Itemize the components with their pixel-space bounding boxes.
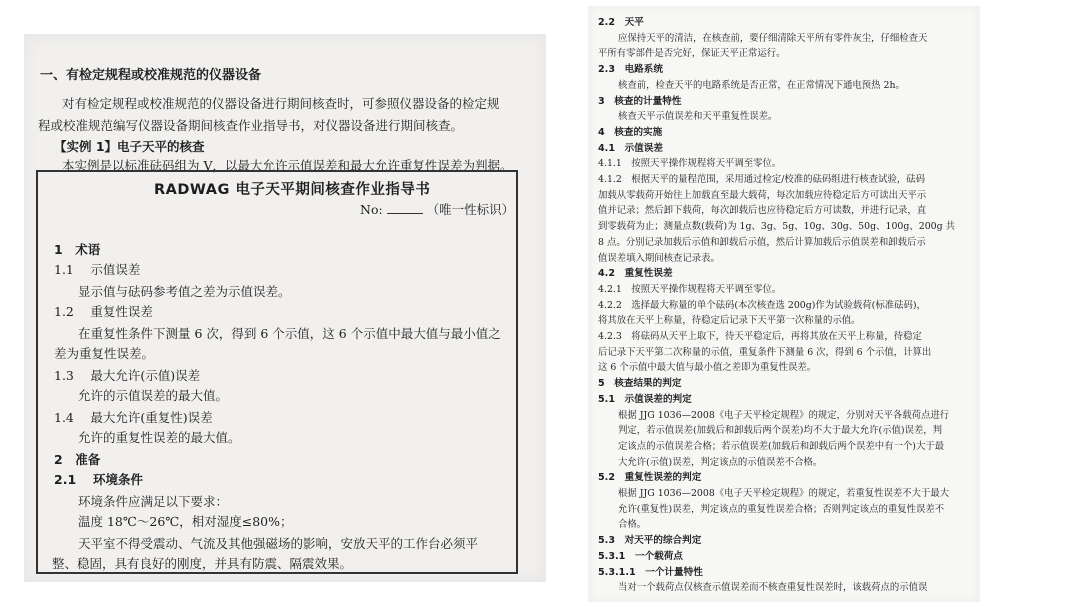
document-title: RADWAG 电子天平期间核查作业指导书 xyxy=(154,182,431,198)
right-line: 4.1.2 根据天平的量程范围，采用通过检定/校准的砝码组进行核查试验，砝码 xyxy=(598,174,926,185)
right-line: 核查前，检查天平的电路系统是否正常，在正常情况下通电预热 2h。 xyxy=(618,79,905,91)
intro-line-2: 程或校准规范编写仪器设备期间核查作业指导书，对仪器设备进行期间核查。 xyxy=(38,118,464,133)
right-heading: 5.3.1.1 一个计量特性 xyxy=(598,566,703,578)
right-heading: 5 核查结果的判定 xyxy=(598,378,682,390)
right-line: 4.1.1 按照天平操作规程将天平调至零位。 xyxy=(598,158,782,170)
right-line: 加载从零载荷开始往上加载直至最大载荷，每次加载应待稳定后方可读出天平示 xyxy=(598,189,927,201)
right-heading: 5.3 对天平的综合判定 xyxy=(598,535,702,547)
right-line: 4.2.1 按照天平操作规程将天平调至零位。 xyxy=(598,283,782,295)
left-page xyxy=(24,34,546,582)
right-line: 定该点的示值误差合格；若示值误差(加载后和卸载后两个误差中有一个)大于最 xyxy=(618,440,945,452)
section-heading: 一、有检定规程或校准规范的仪器设备 xyxy=(40,68,262,83)
doc-line: 1.2 重复性误差 xyxy=(54,304,153,319)
right-heading: 4.1 示值误差 xyxy=(598,142,663,154)
number-note: （唯一性标识） xyxy=(426,202,515,217)
right-line: 根据 JJG 1036—2008《电子天平检定规程》的规定，若重复性误差不大于最大 xyxy=(618,488,950,499)
doc-heading: 2.1 环境条件 xyxy=(54,472,143,487)
right-line: 这 6 个示值中最大值与最小值之差即为重复性误差。 xyxy=(598,362,817,374)
right-heading: 4 核查的实施 xyxy=(598,126,663,138)
right-heading: 5.1 示值误差的判定 xyxy=(598,393,692,405)
document-number xyxy=(360,200,514,218)
right-heading: 2.2 天平 xyxy=(598,17,644,28)
right-line: 当对一个载荷点仅核查示值误差而不核查重复性误差时，该载荷点的示值误 xyxy=(618,582,928,594)
right-heading: 3 核查的计量特性 xyxy=(598,95,682,107)
right-line: 到零载荷为止；测量点数(载荷)为 1g、3g、5g、10g、30g、50g、100g、200g 共 xyxy=(598,221,956,233)
right-heading: 4.2 重复性误差 xyxy=(598,268,673,280)
doc-line: 允许的示值误差的最大值。 xyxy=(78,388,229,403)
intro-line-1: 对有检定规程或校准规范的仪器设备进行期间核查时，可参照仪器设备的检定规 xyxy=(62,96,500,111)
doc-line: 整、稳固，具有良好的刚度，并具有防震、隔震效果。 xyxy=(52,556,353,571)
doc-line: 1.4 最大允许(重复性)误差 xyxy=(54,410,213,425)
doc-line: 允许的重复性误差的最大值。 xyxy=(78,430,241,445)
example-heading: 【实例 1】电子天平的核查 xyxy=(54,139,205,154)
right-line: 将其放在天平上称量，待稳定后记录下天平第一次称量的示值。 xyxy=(598,315,861,327)
right-heading: 2.3 电路系统 xyxy=(598,64,663,76)
right-line: 后记录下天平第二次称量的示值，重复条件下测量 6 次，得到 6 个示值，计算出 xyxy=(598,346,932,358)
right-heading: 5.3.1 一个载荷点 xyxy=(598,550,683,562)
right-line: 合格。 xyxy=(618,519,647,531)
procedure-document-frame xyxy=(36,170,518,574)
right-line: 大允许(示值)误差，判定该点的示值误差不合格。 xyxy=(618,456,823,468)
right-line: 平所有零部件是否完好，保证天平正常运行。 xyxy=(598,48,786,60)
example-text: 本实例是以标准砝码组为 V，以最大允许示值误差和最大允许重复性误差为判据。 xyxy=(62,158,513,173)
doc-line: 差为重复性误差。 xyxy=(54,346,155,361)
right-line: 4.2.3 将砝码从天平上取下，待天平稳定后，再将其放在天平上称量，待稳定 xyxy=(598,331,922,342)
doc-heading: 1 术语 xyxy=(54,242,101,257)
right-line: 判定，若示值误差(加载后和卸载后两个误差)均不大于最大允许(示值)误差，判 xyxy=(618,425,943,437)
number-blank xyxy=(387,203,423,214)
right-line: 允许(重复性)误差，判定该点的重复性误差合格；否则判定该点的重复性误差不 xyxy=(618,503,945,515)
right-line: 应保持天平的清洁，在核查前，要仔细清除天平所有零件灰尘，仔细检查天 xyxy=(618,32,928,44)
doc-line: 温度 18℃～26℃，相对湿度≤80%； xyxy=(78,514,293,529)
doc-line: 在重复性条件下测量 6 次，得到 6 个示值，这 6 个示值中最大值与最小值之 xyxy=(78,326,501,341)
right-heading: 5.2 重复性误差的判定 xyxy=(598,472,702,484)
right-page xyxy=(588,6,980,602)
right-line: 值误差填入期间核查记录表。 xyxy=(598,252,720,264)
doc-line: 1.3 最大允许(示值)误差 xyxy=(54,368,201,383)
number-label: No: xyxy=(360,202,383,217)
doc-line: 天平室不得受震动、气流及其他强磁场的影响，安放天平的工作台必须平 xyxy=(78,536,479,551)
right-line: 值并记录；然后卸下载荷，每次卸载后也应待稳定后方可读数，并进行记录，直 xyxy=(598,205,927,217)
doc-line: 显示值与砝码参考值之差为示值误差。 xyxy=(78,284,291,299)
doc-line: 1.1 示值误差 xyxy=(54,262,141,277)
right-line: 4.2.2 选择最大称量的单个砝码(本次核查选 200g)作为试验载荷(标准砝码)， xyxy=(598,299,926,311)
right-line: 根据 JJG 1036—2008《电子天平检定规程》的规定，分别对天平各载荷点进行 xyxy=(618,409,950,421)
right-line: 8 点。分别记录加载后示值和卸载后示值，然后计算加载后示值误差和卸载后示 xyxy=(598,236,926,248)
doc-heading: 2 准备 xyxy=(54,452,101,467)
right-line: 核查天平示值误差和天平重复性误差。 xyxy=(618,111,778,123)
doc-line: 环境条件应满足以下要求： xyxy=(78,494,229,509)
